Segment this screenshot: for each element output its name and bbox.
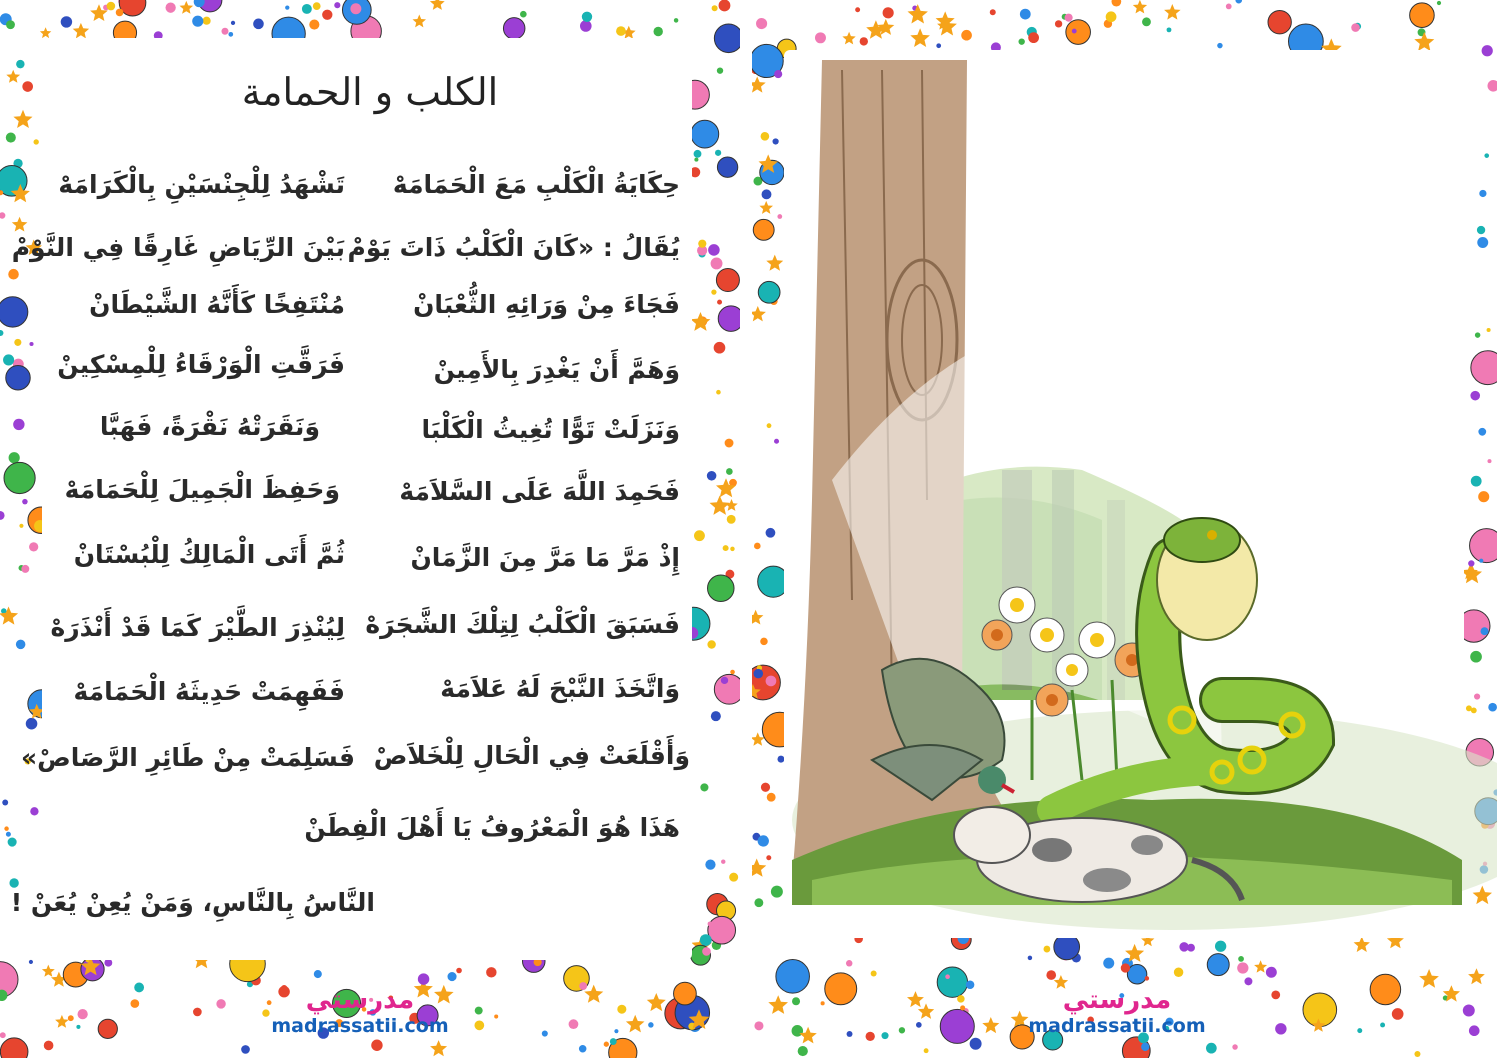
border-doodle	[241, 1045, 250, 1054]
border-doodle	[486, 967, 496, 977]
border-doodle	[322, 10, 332, 20]
brand-logo-right[interactable]	[1007, 985, 1227, 1037]
border-doodle	[700, 783, 708, 791]
border-doodle	[14, 339, 21, 346]
border-doodle	[716, 269, 739, 292]
border-doodle	[180, 1, 194, 14]
border-doodle	[705, 859, 715, 869]
border-doodle	[708, 921, 713, 926]
border-doodle	[715, 150, 721, 156]
border-doodle	[694, 158, 698, 162]
border-doodle	[6, 20, 15, 29]
border-doodle	[714, 24, 740, 53]
verse-1-second: تَشْهَدُ لِلْجِنْسَيْنِ بِالْكَرَامَهْ	[58, 170, 345, 199]
border-doodle	[569, 1019, 579, 1029]
border-doodle	[2, 800, 8, 806]
verse-4-first: وَهَمَّ أَنْ يَغْدِرَ بِالأَمِينْ	[433, 355, 680, 384]
verse-1-first: حِكَايَةُ الْكَلْبِ مَعَ الْحَمَامَهْ	[392, 170, 680, 199]
border-doodle	[193, 1008, 202, 1017]
verse-9-first: وَاتَّخَذَ النَّبْحَ لَهُ عَلاَمَهْ	[440, 674, 680, 703]
brand-name: مدرستي	[305, 985, 415, 1015]
border-doodle	[30, 807, 38, 815]
border-doodle	[604, 1042, 609, 1047]
border-doodle	[730, 670, 735, 675]
border-doodle	[647, 993, 666, 1011]
border-doodle	[712, 5, 718, 11]
border-doodle	[116, 9, 124, 17]
border-doodle	[610, 1038, 617, 1045]
border-doodle	[691, 312, 711, 331]
border-doodle	[700, 934, 712, 946]
verse-3-second: مُنْتَفِخًا كَأَنَّهُ الشَّيْطَانْ	[89, 290, 345, 319]
border-doodle	[192, 16, 203, 27]
closing-line-1: هَذَا هُوَ الْمَعْرُوفُ يَا أَهْلَ الْفِطَنْ	[304, 813, 680, 842]
border-doodle	[579, 1045, 587, 1053]
border-doodle	[723, 545, 729, 551]
poem-page	[0, 0, 740, 1058]
border-doodle	[475, 1007, 483, 1015]
border-doodle	[231, 21, 235, 25]
border-doodle	[309, 19, 319, 29]
border-doodle	[68, 1015, 74, 1021]
border-doodle	[302, 4, 312, 14]
border-doodle	[456, 968, 462, 974]
border-doodle	[0, 511, 5, 520]
border-doodle	[9, 452, 20, 463]
border-doodle	[165, 3, 175, 13]
border-doodle	[29, 342, 33, 346]
verse-8-first: فَسَبَقَ الْكَلْبُ لِتِلْكَ الشَّجَرَهْ	[365, 610, 680, 639]
border-doodle	[13, 419, 24, 430]
border-doodle	[21, 565, 29, 573]
border-doodle	[29, 542, 38, 551]
border-doodle	[430, 0, 445, 10]
border-doodle	[418, 973, 429, 984]
border-doodle	[474, 1021, 484, 1031]
border-doodle	[0, 297, 28, 327]
border-doodle	[78, 1009, 88, 1019]
border-doodle	[617, 1005, 626, 1014]
brand-name: مدرستي	[1062, 985, 1172, 1015]
brand-logo-left[interactable]	[250, 985, 470, 1037]
border-doodle	[216, 999, 225, 1008]
border-doodle	[726, 468, 733, 475]
border-doodle	[42, 965, 55, 977]
border-doodle	[718, 306, 740, 331]
border-doodle	[34, 139, 39, 144]
border-doodle	[674, 982, 697, 1005]
story-illustration	[752, 0, 1497, 1058]
border-doodle	[6, 133, 16, 143]
border-doodle	[8, 837, 17, 846]
verse-6-first: فَحَمِدَ اللَّهَ عَلَى السَّلاَمَهْ	[399, 477, 680, 506]
border-doodle	[371, 1040, 382, 1051]
brand-site: madrassatii.com	[271, 1015, 449, 1037]
verse-8-second: لِيُنْذِرَ الطَّيْرَ كَمَا قَدْ أَنْذَرَهْ	[50, 613, 345, 642]
border-doodle	[9, 878, 18, 887]
border-doodle	[3, 354, 14, 365]
border-doodle	[285, 5, 289, 9]
border-doodle	[6, 832, 11, 837]
verse-2-first: يُقَالُ : «كَانَ الْكَلْبُ ذَاتَ يَوْمْ	[347, 233, 680, 262]
border-doodle	[494, 1015, 498, 1019]
verse-10-second: فَسَلِمَتْ مِنْ طَائِرِ الرَّصَاصْ»	[20, 743, 355, 772]
border-doodle	[0, 1038, 28, 1058]
border-doodle	[0, 212, 5, 218]
border-doodle	[653, 27, 662, 36]
border-doodle	[314, 970, 322, 978]
illustration-page	[752, 0, 1497, 1058]
border-doodle	[221, 28, 228, 35]
verse-7-second: ثُمَّ أَتَى الْمَالِكُ لِلْبُسْتَانْ	[73, 540, 345, 569]
border-doodle	[413, 15, 427, 28]
border-doodle	[0, 1032, 6, 1038]
border-doodle	[708, 916, 736, 944]
verse-4-second: فَرَقَّتِ الْوَرْقَاءُ لِلْمِسْكِينْ	[57, 350, 345, 379]
border-doodle	[61, 16, 72, 27]
poem-title: الكلب و الحمامة	[241, 70, 499, 114]
verse-10-first: وَأَقْلَعَتْ فِي الْحَالِ لِلْخَلاَصْ	[373, 741, 690, 770]
border-doodle	[134, 982, 144, 992]
verse-7-first: إِذْ مَرَّ مَا مَرَّ مِنَ الزَّمَانْ	[410, 543, 680, 572]
border-doodle	[203, 17, 211, 25]
border-doodle	[717, 300, 722, 305]
border-doodle	[707, 640, 715, 648]
closing-line-2: النَّاسُ بِالنَّاسِ، وَمَنْ يُعِنْ يُعَنْ !	[10, 888, 375, 917]
border-doodle	[8, 269, 19, 280]
border-doodle	[22, 499, 28, 505]
border-doodle	[580, 20, 592, 32]
border-doodle	[616, 26, 626, 36]
border-doodle	[730, 547, 734, 551]
border-doodle	[119, 0, 146, 16]
border-doodle	[447, 972, 456, 981]
border-doodle	[98, 1019, 117, 1038]
border-doodle	[711, 258, 723, 270]
verse-2-second: بَيْنَ الرِّيَاضِ غَارِقًا فِي النَّوْمْ	[11, 233, 345, 262]
border-doodle	[6, 366, 30, 390]
border-doodle	[228, 32, 233, 37]
border-doodle	[708, 575, 735, 602]
verse-6-second: وَحَفِظَ الْجَمِيلَ لِلْحَمَامَهْ	[64, 475, 340, 504]
border-doodle	[708, 244, 720, 256]
border-doodle	[721, 677, 728, 684]
border-doodle	[702, 947, 711, 956]
border-doodle	[503, 18, 524, 39]
border-doodle	[711, 289, 716, 294]
border-doodle	[729, 873, 738, 882]
border-doodle	[710, 496, 730, 515]
border-doodle	[12, 217, 28, 232]
border-doodle	[4, 462, 35, 493]
border-doodle	[4, 826, 8, 830]
border-doodle	[648, 1022, 653, 1027]
border-doodle	[107, 2, 116, 11]
border-doodle	[55, 1015, 69, 1028]
border-doodle	[313, 2, 321, 10]
border-doodle	[694, 530, 705, 541]
border-doodle	[334, 2, 340, 8]
border-doodle	[253, 19, 264, 30]
border-doodle	[579, 982, 587, 990]
border-doodle	[725, 439, 734, 448]
border-doodle	[44, 1041, 54, 1051]
border-doodle	[350, 3, 361, 14]
verse-5-second: وَنَقَرَتْهُ نَقْرَةً، فَهَبَّا	[99, 412, 320, 441]
border-doodle	[40, 27, 51, 38]
border-doodle	[130, 999, 139, 1008]
border-doodle	[691, 120, 719, 148]
border-doodle	[582, 12, 592, 22]
verse-3-first: فَجَاءَ مِنْ وَرَائِهِ الثُّعْبَانْ	[413, 290, 680, 319]
border-doodle	[716, 390, 721, 395]
verse-5-first: وَنَزَلَتْ تَوًّا تُغِيثُ الْكَلْبَا	[421, 415, 680, 444]
border-doodle	[707, 471, 717, 481]
border-doodle	[694, 150, 702, 158]
border-doodle	[16, 640, 26, 650]
border-doodle	[719, 0, 731, 11]
border-doodle	[674, 18, 679, 23]
page-gutter	[740, 0, 752, 1058]
border-doodle	[73, 23, 89, 39]
border-doodle	[16, 60, 24, 68]
border-doodle	[584, 985, 603, 1003]
border-doodle	[76, 1025, 80, 1029]
border-doodle	[430, 1040, 447, 1056]
border-doodle	[542, 1031, 548, 1037]
border-doodle	[520, 11, 527, 18]
border-doodle	[721, 860, 725, 864]
border-doodle	[711, 711, 721, 721]
verse-9-second: فَفَهِمَتْ حَدِيثَهُ الْحَمَامَهْ	[73, 677, 345, 706]
border-doodle	[19, 524, 23, 528]
border-doodle	[717, 157, 737, 177]
border-doodle	[727, 515, 736, 524]
border-doodle	[698, 240, 706, 248]
brand-site: madrassatii.com	[1028, 1015, 1206, 1037]
border-doodle	[614, 1029, 618, 1033]
border-doodle	[26, 718, 38, 730]
border-doodle	[29, 960, 33, 964]
border-doodle	[714, 342, 726, 354]
border-doodle	[626, 1015, 645, 1033]
border-doodle	[0, 330, 3, 336]
